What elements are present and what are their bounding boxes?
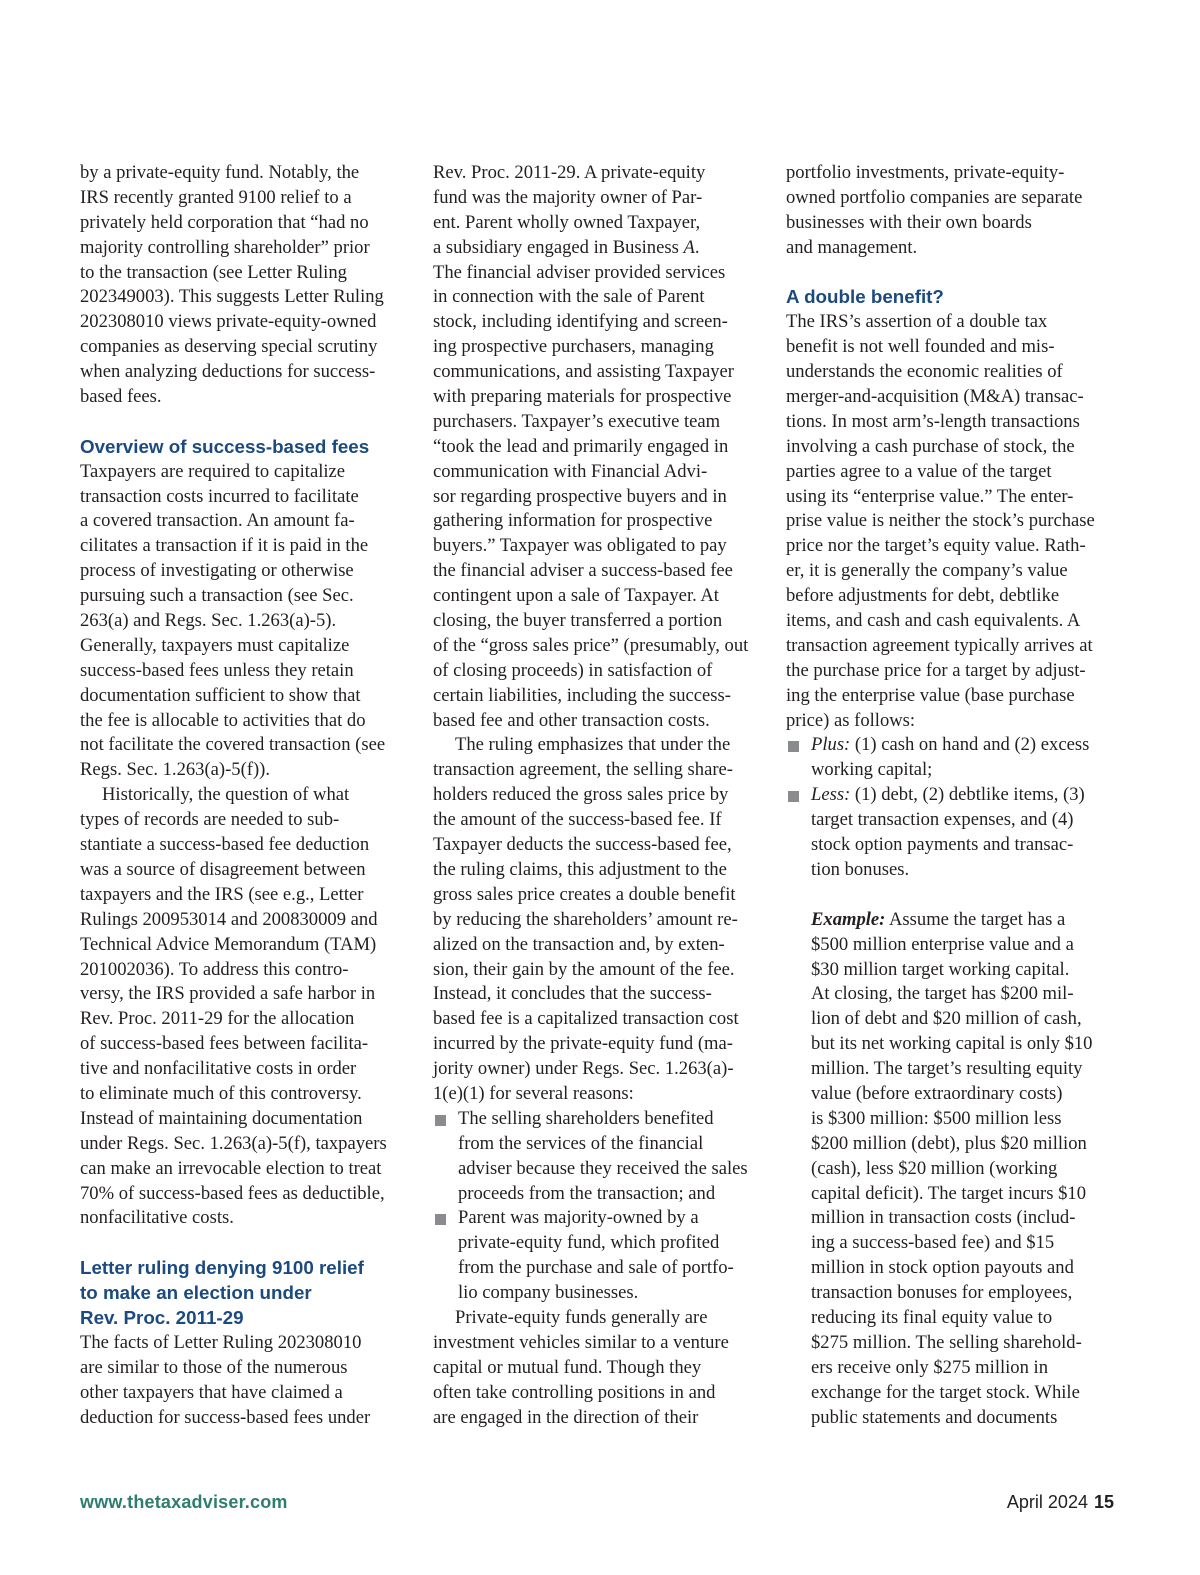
text-line: taxpayers and the IRS (see e.g., Letter bbox=[80, 883, 364, 905]
bullet-item bbox=[433, 1206, 765, 1306]
text-line: 70% of success-based fees as deductible, bbox=[80, 1182, 385, 1204]
text-line: to make an election under bbox=[80, 1282, 312, 1304]
text-line: communications, and assisting Taxpayer bbox=[433, 361, 734, 383]
text-line: transaction agreement, the selling share- bbox=[433, 759, 733, 781]
section-heading bbox=[80, 1256, 412, 1331]
text-line: of closing proceeds) in satisfaction of bbox=[433, 659, 713, 681]
text-line: sor regarding prospective buyers and in bbox=[433, 485, 727, 507]
text-line: of the “gross sales price” (presumably, out bbox=[433, 634, 749, 656]
text-line: nonfacilitative costs. bbox=[80, 1207, 234, 1229]
text-line: stantiate a success-based fee deduction bbox=[80, 834, 370, 856]
text-line: purchasers. Taxpayer’s executive team bbox=[433, 410, 721, 432]
text-line: Taxpayers are required to capitalize bbox=[80, 460, 346, 482]
text-line: types of records are needed to sub- bbox=[80, 809, 340, 831]
text-line: Parent was majority-owned by a bbox=[433, 1206, 765, 1231]
text-line: is $300 million: $500 million less bbox=[811, 1107, 1062, 1129]
text-line: Rulings 200953014 and 200830009 and bbox=[80, 908, 378, 930]
text-line: versy, the IRS provided a safe harbor in bbox=[80, 983, 376, 1005]
paragraph bbox=[433, 1306, 765, 1430]
text-line: capital deficit). The target incurs $10 bbox=[811, 1182, 1087, 1204]
text-line: target transaction expenses, and (4) bbox=[811, 809, 1074, 831]
text-line: majority controlling shareholder” prior bbox=[80, 236, 370, 258]
text-line: pursuing such a transaction (see Sec. bbox=[80, 585, 354, 607]
text-line: incurred by the private-equity fund (ma- bbox=[433, 1033, 733, 1055]
bullet-item bbox=[433, 1107, 765, 1207]
text-line: Rev. Proc. 2011-29. A private-equity bbox=[433, 162, 706, 183]
text-line: closing, the buyer transferred a portion bbox=[433, 610, 723, 632]
paragraph bbox=[433, 161, 765, 236]
text-line: transaction costs incurred to facilitate bbox=[80, 485, 359, 507]
text-line: Private-equity funds generally are bbox=[455, 1306, 708, 1328]
paragraph bbox=[80, 1331, 412, 1431]
text-line: the purchase price for a target by adjust- bbox=[786, 659, 1086, 681]
text-line: public statements and documents bbox=[811, 1406, 1058, 1428]
text-line: transaction bonuses for employees, bbox=[811, 1282, 1073, 1304]
text-line: reducing its final equity value to bbox=[811, 1306, 1053, 1328]
text-line: was a source of disagreement between bbox=[80, 858, 366, 880]
text-line: The financial adviser provided services bbox=[433, 261, 726, 283]
text-line: cilitates a transaction if it is paid in the bbox=[80, 535, 369, 557]
text-line: a covered transaction. An amount fa- bbox=[80, 510, 355, 532]
text-line: investment vehicles similar to a venture bbox=[433, 1331, 729, 1353]
text-line: capital or mutual fund. Though they bbox=[433, 1356, 702, 1378]
text-line: are similar to those of the numerous bbox=[80, 1356, 348, 1378]
text-line: from the purchase and sale of portfo- bbox=[458, 1257, 734, 1279]
text-line: a subsidiary engaged in Business A. bbox=[433, 236, 700, 258]
text-line: Taxpayer deducts the success-based fee, bbox=[433, 834, 732, 856]
text-line: often take controlling positions in and bbox=[433, 1381, 716, 1403]
text-line: prise value is neither the stock’s purchase bbox=[786, 510, 1095, 532]
text-line: The IRS’s assertion of a double tax bbox=[786, 311, 1048, 333]
text-line: to eliminate much of this controversy. bbox=[80, 1082, 362, 1104]
text-line: businesses with their own boards bbox=[786, 211, 1032, 233]
paragraph bbox=[786, 161, 1118, 261]
text-line: other taxpayers that have claimed a bbox=[80, 1381, 343, 1403]
text-line: ers receive only $275 million in bbox=[811, 1356, 1049, 1378]
text-line: the amount of the success-based fee. If bbox=[433, 809, 722, 831]
text-line: before adjustments for debt, debtlike bbox=[786, 585, 1060, 607]
text-line: (cash), less $20 million (working bbox=[811, 1157, 1058, 1179]
column-1 bbox=[80, 161, 412, 1430]
paragraph bbox=[433, 733, 765, 1106]
text-line: buyers.” Taxpayer was obligated to pay bbox=[433, 535, 727, 557]
text-line: adviser because they received the sales bbox=[458, 1157, 748, 1179]
text-line: ing the enterprise value (base purchase bbox=[786, 684, 1075, 706]
text-line: er, it is generally the company’s value bbox=[786, 560, 1068, 582]
bullet-square-icon bbox=[435, 1214, 446, 1225]
page-number: 15 bbox=[1093, 1492, 1114, 1512]
text-line: based fee and other transaction costs. bbox=[433, 709, 710, 731]
text-line: and management. bbox=[786, 236, 918, 258]
text-line: $500 million enterprise value and a bbox=[811, 933, 1074, 955]
example-line: Example: Assume the target has a bbox=[811, 908, 1066, 930]
text-line: portfolio investments, private-equity- bbox=[786, 162, 1065, 183]
text-line: privately held corporation that “had no bbox=[80, 211, 369, 233]
text-line: tion bonuses. bbox=[811, 858, 910, 880]
text-line: Instead, it concludes that the success- bbox=[433, 983, 712, 1005]
text-line: jority owner) under Regs. Sec. 1.263(a)- bbox=[433, 1058, 734, 1080]
example-block bbox=[786, 933, 1118, 1431]
text-line: million. The target’s resulting equity bbox=[811, 1058, 1083, 1080]
text-line: private-equity fund, which profited bbox=[458, 1232, 720, 1254]
text-line: companies as deserving special scrutiny bbox=[80, 336, 378, 358]
text-line: when analyzing deductions for success- bbox=[80, 361, 376, 383]
text-line: The selling shareholders benefited bbox=[433, 1107, 765, 1132]
bullet-continuation bbox=[786, 808, 1118, 883]
text-line: $200 million (debt), plus $20 million bbox=[811, 1132, 1087, 1154]
text-line: 202349003). This suggests Letter Ruling bbox=[80, 286, 384, 308]
text-line: Regs. Sec. 1.263(a)-5(f)). bbox=[80, 759, 271, 781]
text-line: communication with Financial Advi- bbox=[433, 460, 708, 482]
text-line: Letter ruling denying 9100 relief bbox=[80, 1257, 364, 1279]
text-line: Historically, the question of what bbox=[102, 784, 350, 806]
text-line: 1(e)(1) for several reasons: bbox=[433, 1082, 634, 1104]
issue-date: April 2024 bbox=[1006, 1492, 1088, 1512]
text-line: ing a success-based fee) and $15 bbox=[811, 1232, 1055, 1254]
text-line: IRS recently granted 9100 relief to a bbox=[80, 186, 352, 208]
text-line: can make an irrevocable election to treat bbox=[80, 1157, 382, 1179]
text-line: process of investigating or otherwise bbox=[80, 560, 354, 582]
text-line: holders reduced the gross sales price by bbox=[433, 784, 729, 806]
text-line: by a private-equity fund. Notably, the bbox=[80, 162, 360, 183]
text-line: items, and cash and cash equivalents. A bbox=[786, 610, 1081, 632]
text-line: in connection with the sale of Parent bbox=[433, 286, 705, 308]
text-line: exchange for the target stock. While bbox=[811, 1381, 1080, 1403]
footer-url[interactable]: www.thetaxadviser.com bbox=[80, 1492, 288, 1512]
text-line: but its net working capital is only $10 bbox=[811, 1033, 1093, 1055]
text-line: not facilitate the covered transaction (see bbox=[80, 734, 386, 756]
text-line: deduction for success-based fees under bbox=[80, 1406, 371, 1428]
text-line: million in stock option payouts and bbox=[811, 1257, 1074, 1279]
text-line: 263(a) and Regs. Sec. 1.263(a)-5). bbox=[80, 610, 337, 632]
text-line: involving a cash purchase of stock, the bbox=[786, 435, 1075, 457]
text-line: Rev. Proc. 2011-29 for the allocation bbox=[80, 1008, 355, 1030]
section-heading: Overview of success-based fees bbox=[80, 435, 370, 457]
text-line: fund was the majority owner of Par- bbox=[433, 186, 703, 208]
text-line: contingent upon a sale of Taxpayer. At bbox=[433, 585, 719, 607]
text-line: price nor the target’s equity value. Rath- bbox=[786, 535, 1086, 557]
text-line: sion, their gain by the amount of the fee. bbox=[433, 958, 735, 980]
column-2 bbox=[433, 161, 765, 1430]
column-3 bbox=[786, 161, 1118, 1430]
text-line: 202308010 views private-equity-owned bbox=[80, 311, 377, 333]
paragraph bbox=[80, 161, 412, 410]
text-line: parties agree to a value of the target bbox=[786, 460, 1052, 482]
text-line: documentation sufficient to show that bbox=[80, 684, 361, 706]
text-line: proceeds from the transaction; and bbox=[458, 1182, 716, 1204]
text-line: value (before extraordinary costs) bbox=[811, 1082, 1063, 1104]
text-line: tions. In most arm’s-length transactions bbox=[786, 410, 1080, 432]
text-line: to the transaction (see Letter Ruling bbox=[80, 261, 347, 283]
text-line: The facts of Letter Ruling 202308010 bbox=[80, 1331, 362, 1353]
text-line: “took the lead and primarily engaged in bbox=[433, 435, 729, 457]
text-line: ent. Parent wholly owned Taxpayer, bbox=[433, 211, 701, 233]
text-line: Rev. Proc. 2011-29 bbox=[80, 1306, 244, 1328]
text-line: stock, including identifying and screen- bbox=[433, 311, 728, 333]
text-line: certain liabilities, including the success- bbox=[433, 684, 731, 706]
text-line: merger-and-acquisition (M&A) transac- bbox=[786, 386, 1084, 408]
paragraph bbox=[433, 261, 765, 734]
text-line: using its “enterprise value.” The enter- bbox=[786, 485, 1074, 507]
text-line: The ruling emphasizes that under the bbox=[455, 734, 731, 756]
text-line: stock option payments and transac- bbox=[811, 834, 1074, 856]
text-line: lio company businesses. bbox=[458, 1282, 639, 1304]
text-line: benefit is not well founded and mis- bbox=[786, 336, 1055, 358]
text-line: success-based fees unless they retain bbox=[80, 659, 354, 681]
text-line: the financial adviser a success-based fee bbox=[433, 560, 733, 582]
paragraph bbox=[786, 310, 1118, 733]
text-line: by reducing the shareholders’ amount re- bbox=[433, 908, 738, 930]
text-line: Instead of maintaining documentation bbox=[80, 1107, 363, 1129]
paragraph bbox=[80, 460, 412, 784]
text-line: of success-based fees between facilita- bbox=[80, 1033, 369, 1055]
text-line: under Regs. Sec. 1.263(a)-5(f), taxpayers bbox=[80, 1132, 387, 1154]
text-line: the ruling claims, this adjustment to the bbox=[433, 858, 727, 880]
text-line: alized on the transaction and, by exten- bbox=[433, 933, 725, 955]
text-line: tive and nonfacilitative costs in order bbox=[80, 1058, 357, 1080]
text-line: based fees. bbox=[80, 386, 162, 408]
bullet-item: Less: (1) debt, (2) debtlike items, (3) bbox=[786, 783, 1118, 808]
text-line: gross sales price creates a double benefit bbox=[433, 883, 736, 905]
text-line: from the services of the financial bbox=[458, 1132, 704, 1154]
text-line: Generally, taxpayers must capitalize bbox=[80, 634, 350, 656]
text-line: transaction agreement typically arrives at bbox=[786, 634, 1093, 656]
text-line: gathering information for prospective bbox=[433, 510, 713, 532]
text-line: ing prospective purchasers, managing bbox=[433, 336, 714, 358]
footer-date-page bbox=[1007, 1492, 1114, 1513]
text-line: owned portfolio companies are separate bbox=[786, 186, 1083, 208]
text-line: At closing, the target has $200 mil- bbox=[811, 983, 1074, 1005]
text-line: are engaged in the direction of their bbox=[433, 1406, 699, 1428]
section-heading: A double benefit? bbox=[786, 286, 944, 308]
text-line: based fee is a capitalized transaction cost bbox=[433, 1008, 739, 1030]
text-line: 201002036). To address this contro- bbox=[80, 958, 349, 980]
bullet-square-icon bbox=[788, 791, 799, 802]
text-line: lion of debt and $20 million of cash, bbox=[811, 1008, 1082, 1030]
text-line: working capital; bbox=[811, 759, 933, 781]
text-line: $30 million target working capital. bbox=[811, 958, 1070, 980]
bullet-square-icon bbox=[788, 741, 799, 752]
bullet-item: Plus: (1) cash on hand and (2) excess bbox=[786, 733, 1118, 758]
text-line: million in transaction costs (includ- bbox=[811, 1207, 1076, 1229]
text-line: price) as follows: bbox=[786, 709, 916, 731]
bullet-square-icon bbox=[435, 1115, 446, 1126]
text-line: Technical Advice Memorandum (TAM) bbox=[80, 933, 377, 955]
paragraph bbox=[80, 783, 412, 1231]
text-line: understands the economic realities of bbox=[786, 361, 1063, 383]
text-line: the fee is allocable to activities that do bbox=[80, 709, 366, 731]
text-line: with preparing materials for prospective bbox=[433, 386, 732, 408]
text-line: $275 million. The selling sharehold- bbox=[811, 1331, 1082, 1353]
